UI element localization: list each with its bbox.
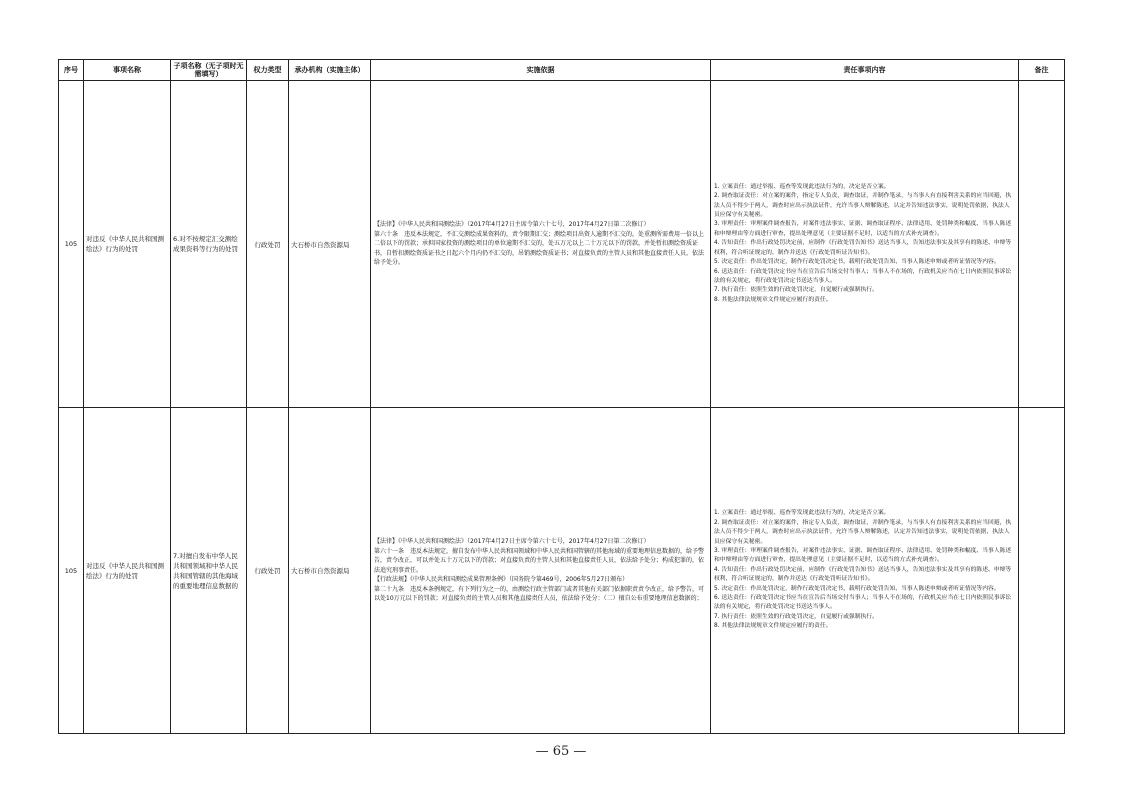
resp-line: 7. 执行责任：依照生效的行政处罚决定，自觉履行或强制执行。 bbox=[714, 613, 878, 620]
resp-line: 5. 决定责任：作出处罚决定，制作行政处罚决定书，载明行政处罚告知、当事人陈述申辩或者听证情况等内容。 bbox=[714, 585, 1000, 592]
resp-line: 1. 立案责任：通过举报、巡查等发现此违法行为的，决定是否立案。 bbox=[714, 510, 890, 517]
header-power-type: 权力类型 bbox=[247, 60, 289, 81]
header-remarks: 备注 bbox=[1019, 60, 1065, 81]
power-list-table bbox=[58, 59, 1065, 734]
resp-line: 6. 送达责任：行政处罚决定书应当在宣告后当场交付当事人；当事人不在场的，行政机关应当在七日内依照民事诉讼法的有关规定，将行政处罚决定书送达当事人。 bbox=[714, 595, 1012, 611]
resp-line: 6. 送达责任：行政处罚决定书应当在宣告后当场交付当事人；当事人不在场的，行政机关应当在七日内依照民事诉讼法的有关规定，将行政处罚决定书送达当事人。 bbox=[714, 268, 1012, 284]
basis-line: 【法律】《中华人民共和国测绘法》（2017年4月27日主席令第六十七号，2017年4月27日第二次修订） bbox=[374, 221, 650, 229]
header-basis: 实施依据 bbox=[371, 60, 711, 81]
header-item-name: 事项名称 bbox=[84, 60, 171, 81]
cell-remarks bbox=[1019, 81, 1065, 408]
header-no: 序号 bbox=[59, 60, 84, 81]
resp-line: 3. 审理责任：审理案件调查报告，对案件违法事实、证据、调查取证程序、法律适用、处罚种类和幅度、当事人陈述和申辩理由等方面进行审查，提出处理意见（主要证据不足时，以适当的方式补充调查）。 bbox=[714, 221, 1012, 237]
table-header-row bbox=[59, 60, 1065, 81]
cell-remarks bbox=[1019, 408, 1065, 734]
basis-line: 【行政法规】《中华人民共和国测绘成果管理条例》（国务院令第469号，2006年5月27日颁布） bbox=[374, 576, 629, 584]
header-responsibility: 责任事项内容 bbox=[711, 60, 1019, 81]
table-row bbox=[59, 408, 1065, 734]
cell-item-name: 对违反《中华人民共和国测绘法》行为的处罚 bbox=[84, 81, 171, 408]
cell-no: 105 bbox=[59, 408, 84, 734]
cell-power-type: 行政处罚 bbox=[247, 408, 289, 734]
cell-org: 大石桥市自然资源局 bbox=[289, 408, 371, 734]
resp-line: 1. 立案责任：通过举报、巡查等发现此违法行为的，决定是否立案。 bbox=[714, 183, 890, 190]
resp-line: 4. 告知责任：作出行政处罚决定前，应制作《行政处罚告知书》送达当事人，告知违法事实及其享有的陈述、申辩等权利，符合听证规定的，制作并送达《行政处罚听证告知书》。 bbox=[714, 240, 1012, 256]
cell-no: 105 bbox=[59, 81, 84, 408]
cell-item-name: 对违反《中华人民共和国测绘法》行为的处罚 bbox=[84, 408, 171, 734]
cell-sub-item: 7.对擅自发布中华人民共和国领域和中华人民共和国管辖的其他海域的重要地理信息数据的 bbox=[171, 408, 247, 734]
cell-basis bbox=[371, 408, 711, 734]
header-sub-item: 子项名称（无子项时无需填写） bbox=[171, 60, 247, 81]
cell-basis bbox=[371, 81, 711, 408]
table-row bbox=[59, 81, 1065, 408]
resp-line: 3. 审理责任：审理案件调查报告，对案件违法事实、证据、调查取证程序、法律适用、处罚种类和幅度、当事人陈述和申辩理由等方面进行审查，提出处理意见（主要证据不足时，以适当的方式补充调查）。 bbox=[714, 547, 1012, 564]
resp-line: 8. 其他法律法规规章文件规定应履行的责任。 bbox=[714, 296, 832, 303]
page-number: — 65 — bbox=[535, 744, 587, 759]
cell-sub-item: 6.对不按规定汇交测绘成果资料等行为的处罚 bbox=[171, 81, 247, 408]
cell-responsibility bbox=[711, 81, 1019, 408]
cell-responsibility bbox=[711, 408, 1019, 734]
resp-line: 8. 其他法律法规规章文件规定应履行的责任。 bbox=[714, 623, 832, 630]
resp-line: 4. 告知责任：作出行政处罚决定前，应制作《行政处罚告知书》送达当事人，告知违法事实及其享有的陈述、申辩等权利，符合听证规定的，制作并送达《行政处罚听证告知书》。 bbox=[714, 566, 1012, 583]
cell-power-type: 行政处罚 bbox=[247, 81, 289, 408]
basis-line: 【法律】《中华人民共和国测绘法》（2017年4月27日主席令第六十七号，2017年4月27日第二次修订） bbox=[374, 538, 650, 546]
header-org: 承办机构（实施主体） bbox=[289, 60, 371, 81]
resp-line: 2. 调查取证责任：对立案的案件，指定专人负责，调查取证，并制作笔录，与当事人有直接利害关系的应当回避，执法人员不得少于两人，调查时应出示执法证件，允许当事人辩解陈述，认定并告知违法事实，说明处罚依据，执法人员应保守有关秘密。 bbox=[714, 193, 1012, 219]
cell-org: 大石桥市自然资源局 bbox=[289, 81, 371, 408]
basis-line: 第六十条 违反本法规定，不汇交测绘成果资料的，责令限期汇交；测绘项目出资人逾期不汇交的，处重测所需费用一倍以上二倍以下的罚款；承担国家投资的测绘项目的单位逾期不汇交的，处五万元以上二十万元以下的罚款，并处暂扣测绘资质证书，自暂扣测绘资质证书之日起六个月内仍不汇交的，吊销测绘资质证书；对直接负责的主管人员和其他直接责任人员，依法给予处分。 bbox=[374, 230, 705, 267]
resp-line: 2. 调查取证责任：对立案的案件，指定专人负责，调查取证，并制作笔录，与当事人有直接利害关系的应当回避，执法人员不得少于两人，调查时应出示执法证件，允许当事人辩解陈述，认定并告知违法事实，说明处罚依据，执法人员应保守有关秘密。 bbox=[714, 519, 1012, 545]
basis-line: 第六十一条 违反本法规定，擅自发布中华人民共和国领域和中华人民共和国管辖的其他海域的重要地理信息数据的，给予警告，责令改正，可以并处五十万元以下的罚款；对直接负责的主管人员和其他直接责任人员，依法给予处分；构成犯罪的，依法追究刑事责任。 bbox=[374, 547, 705, 574]
resp-line: 7. 执行责任：依照生效的行政处罚决定，自觉履行或强制执行。 bbox=[714, 287, 878, 294]
basis-line: 第二十九条 违反本条例规定，有下列行为之一的，由测绘行政主管部门或者其他有关部门依据职责责令改正，给予警告，可以处10万元以下的罚款；对直接负责的主管人员和其他直接责任人员，依法给予处分：（二）擅自公布重要地理信息数据的； bbox=[374, 585, 705, 603]
resp-line: 5. 决定责任：作出处罚决定，制作行政处罚决定书，载明行政处罚告知、当事人陈述申辩或者听证情况等内容。 bbox=[714, 259, 1000, 266]
